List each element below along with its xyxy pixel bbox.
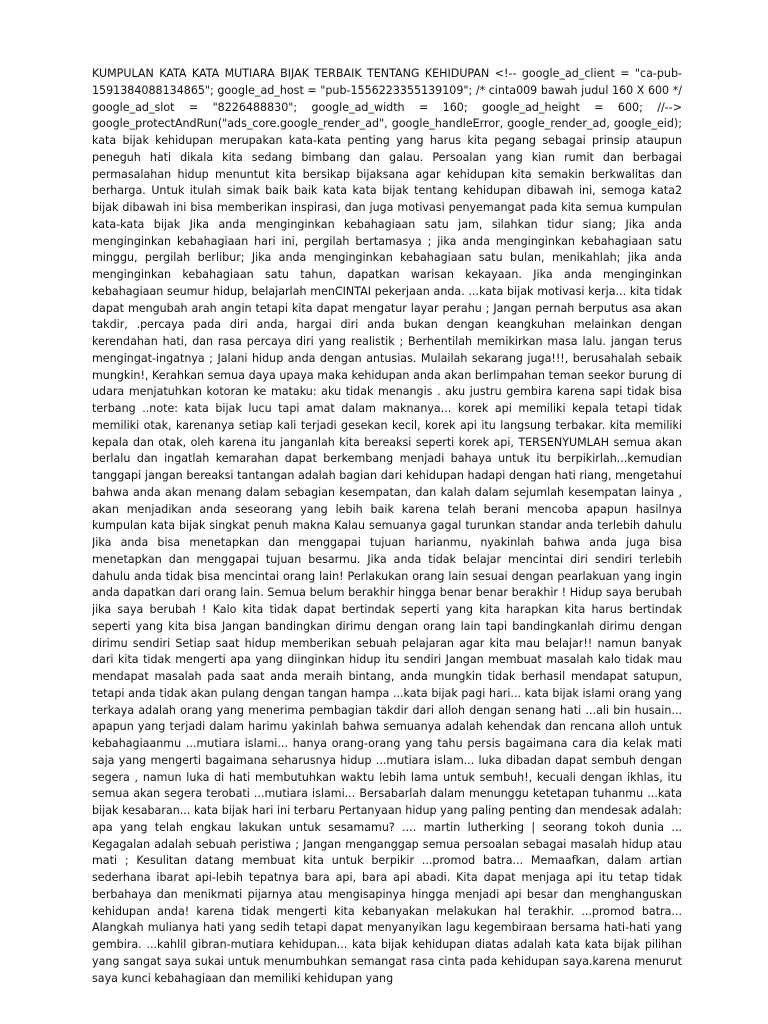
document-body-text: KUMPULAN KATA KATA MUTIARA BIJAK TERBAIK TENTANG KEHIDUPAN <!-- google_ad_client = "ca-pub-1591384088134865"; google_ad_host = "pub-1556223355139109"; /* cinta009 bawah judul 160 X 600 */ google_ad_slot = "8226488830"; google_ad_width = 160; google_ad_height = 600; //--> google_protectAndRun("ads_core.google_render_ad", google_handleError, google_render_ad, google_eid); kata bijak kehidupan merupakan kata-kata penting yang harus kita pegang sebagai prinsip ataupun peneguh hati dikala kita sedang bimbang dan galau. Persoalan yang kian rumit dan berbagai permasalahan hidup menuntut kita bersikap bijaksana agar kehidupan kita semakin berkwalitas dan berharga. Untuk itulah simak baik baik kata kata bijak tentang kehidupan dibawah ini, semoga kata2 bijak dibawah ini bisa memberikan inspirasi, dan juga motivasi penyemangat pada kita semua kumpulan kata-kata bijak Jika anda menginginkan kebahagiaan satu jam, silahkan tidur siang; Jika anda menginginkan kebahagiaan hari ini, pergilah bertamasya ; jika anda menginginkan kebahagiaan satu minggu, pergilah berlibur; Jika anda menginginkan kebahagiaan satu bulan, menikahlah; jika anda menginginkan kebahagiaan satu tahun, dapatkan warisan kekayaan. Jika anda menginginkan kebahagiaan seumur hidup, belajarlah menCINTAI pekerjaan anda. ...kata bijak motivasi kerja... kita tidak dapat mengubah arah angin tetapi kita dapat mengatur layar perahu ; Jangan pernah berputus asa akan takdir, .percaya pada diri anda, hargai diri anda bukan dengan keangkuhan melainkan dengan kerendahan hati, dan rasa percaya diri yang realistik ; Berhentilah memikirkan masa lalu. jangan terus mengingat-ingatnya ; Jalani hidup anda dengan antusias. Mulailah sekarang juga!!!, berusahalah sebaik mungkin!, Kerahkan semua daya upaya maka kehidupan anda akan berlimpahan teman seekor burung di udara menjatuhkan kotoran ke mataku: aku tidak menangis . aku justru gembira karena sapi tidak bisa terbang ..note: kata bijak lucu tapi amat dalam maknanya... korek api memiliki kepala tetapi tidak memiliki otak, karenanya setiap kali terjadi gesekan kecil, korek api itu langsung terbakar. kita memiliki kepala dan otak, oleh karena itu janganlah kita bereaksi seperti korek api, TERSENYUMLAH semua akan berlalu dan ingatlah kemarahan dapat berkembang menjadi bahaya untuk itu berpikirlah...kemudian tanggapi jangan bereaksi tantangan adalah bagian dari kehidupan hadapi dengan hati riang, mengetahui bahwa anda akan menang dalam sebagian kesempatan, dan kalah dalam sejumlah kesempatan lainya , akan menjadikan anda seseorang yang lebih baik karena telah berani mencoba apapun hasilnya kumpulan kata bijak singkat penuh makna Kalau semuanya gagal turunkan standar anda terlebih dahulu Jika anda bisa menetapkan dan menggapai tujuan harianmu, nyakinlah bahwa anda juga bisa menetapkan dan menggapai tujuan besarmu. Jika anda tidak belajar mencintai diri sendiri terlebih dahulu anda tidak bisa mencintai orang lain! Perlakukan orang lain sesuai dengan pearlakuan yang ingin anda dapatkan dari orang lain. Semua belum berakhir hingga benar benar berakhir ! Hidup saya berubah jika saya berubah ! Kalo kita tidak dapat bertindak seperti yang kita harapkan kita harus bertindak seperti yang kita bisa Jangan bandingkan dirimu dengan orang lain tapi bandingkanlah dirimu dengan dirimu sendiri Setiap saat hidup memberikan sebuah pelajaran agar kita mau belajar!! namun banyak dari kita tidak mengerti apa yang diinginkan hidup itu sendiri Jangan membuat masalah kalo tidak mau mendapat masalah pada saat anda meraih bintang, anda mungkin tidak berhasil mendapat satupun, tetapi anda tidak akan pulang dengan tangan hampa ...kata bijak pagi hari... kata bijak islami orang yang terkaya adalah orang yang menerima pembagian takdir dari alloh dengan senang hati ...ali bin husain... apapun yang terjadi dalam harimu yakinlah bahwa semuanya adalah kehendak dan rencana alloh untuk kebahagiaanmu ...mutiara islami... hanya orang-orang yang tahu persis bagaimana cara dia kelak mati saja yang mengerti bagaimana seharusnya hidup ...mutiara islam... luka dibadan dapat sembuh dengan segera , namun luka di hati membutuhkan waktu lebih lama untuk sembuh!, kecuali dengan ikhlas, itu semua akan segera terobati ...mutiara islami... Bersabarlah dalam menunggu ketetapan tuhanmu ...kata bijak kesabaran... kata bijak hari ini terbaru Pertanyaan hidup yang paling penting dan mendesak adalah: apa yang telah engkau lakukan untuk sesamamu? .... martin lutherking | seorang tokoh dunia ... Kegagalan adalah sebuah peristiwa ; Jangan menganggap semua persoalan sebagai masalah hidup atau mati ; Kesulitan datang membuat kita untuk berpikir ...promod batra... Memaafkan, dalam artian sederhana ibarat api-lebih tepatnya bara api, bara api abadi. Kita dapat menjaga api itu tetap tidak berbahaya dan menikmati pijarnya atau mengisapinya hingga menjadi api besar dan menghanguskan kehidupan anda! karena tidak mengerti kita kebanyakan melakukan hal terakhir. ...promod batra... Alangkah mulianya hati yang sedih tetapi dapat menyanyikan lagu kegembiraan bersama hati-hati yang gembira. ...kahlil gibran-mutiara kehidupan... kata bijak kehidupan diatas adalah kata kata bijak pilihan yang sangat saya sukai untuk menumbuhkan semangat rasa cinta pada kehidupan saya.karena menurut saya kunci kebahagiaan dan memiliki kehidupan yang: [92, 67, 682, 985]
document-page: [92, 66, 682, 1016]
